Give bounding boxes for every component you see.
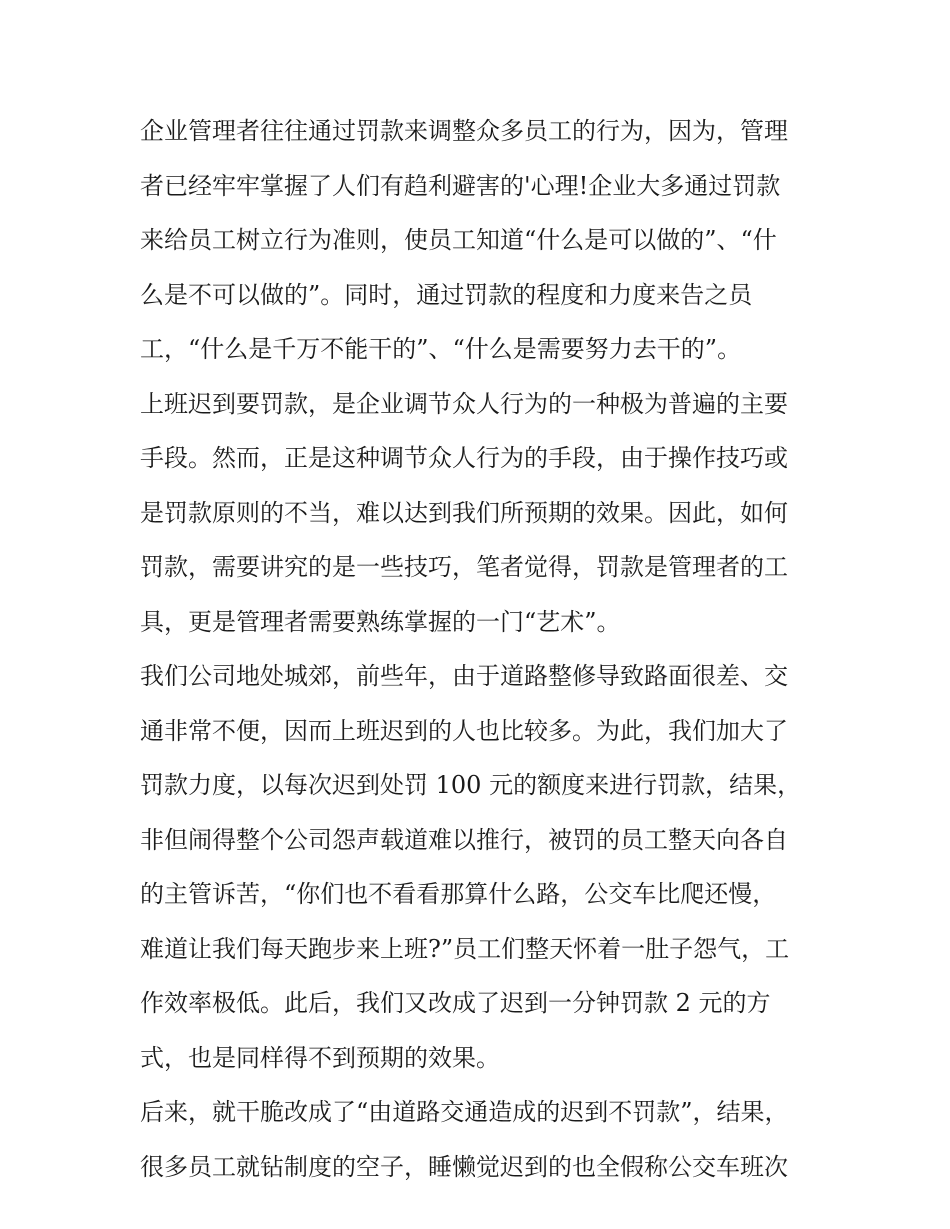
text-line: 者已经牢牢掌握了人们有趋利避害的'心理!企业大多通过罚款 — [140, 171, 781, 200]
text-line: 是罚款原则的不当，难以达到我们所预期的效果。因此，如何 — [140, 498, 788, 527]
text-line: 罚款，需要讲究的是一些技巧，笔者觉得，罚款是管理者的工 — [140, 553, 788, 581]
text-line: 通非常不便，因而上班迟到的人也比较多。为此，我们加大了 — [140, 716, 788, 745]
text-line: 难道让我们每天跑步来上班?”员工们整天怀着一肚子怨气，工 — [140, 934, 790, 963]
text-line: 来给员工树立行为准则，使员工知道“什么是可以做的”、“什 — [140, 226, 777, 254]
text-line: 么是不可以做的”。同时，通过罚款的程度和力度来告之员 — [140, 280, 753, 309]
text-line: 罚款力度，以每次迟到处罚 100 元的额度来进行罚款，结果， — [140, 771, 802, 799]
text-line: 企业管理者往往通过罚款来调整众多员工的行为，因为，管理 — [140, 117, 788, 145]
text-line: 上班迟到要罚款，是企业调节众人行为的一种极为普遍的主要 — [140, 389, 788, 418]
text-line: 我们公司地处城郊，前些年，由于道路整修导致路面很差、交 — [140, 662, 788, 690]
document-body — [140, 104, 820, 1194]
text-line: 的主管诉苦，“你们也不看看那算什么路，公交车比爬还慢， — [140, 880, 777, 908]
text-line: 工，“什么是千万不能干的”、“什么是需要努力去干的”。 — [140, 335, 742, 363]
text-line: 具，更是管理者需要熟练掌握的一门“艺术”。 — [140, 607, 621, 636]
text-line: 非但闹得整个公司怨声载道难以推行，被罚的员工整天向各自 — [140, 825, 788, 854]
text-line: 作效率极低。此后，我们又改成了迟到一分钟罚款 2 元的方 — [140, 989, 771, 1017]
text-line: 式，也是同样得不到预期的效果。 — [140, 1043, 500, 1072]
text-line: 很多员工就钻制度的空子，睡懒觉迟到的也全假称公交车班次 — [140, 1152, 788, 1181]
text-line: 后来，就干脆改成了“由道路交通造成的迟到不罚款”，结果， — [140, 1098, 789, 1126]
text-line: 手段。然而，正是这种调节众人行为的手段，由于操作技巧或 — [140, 444, 788, 472]
